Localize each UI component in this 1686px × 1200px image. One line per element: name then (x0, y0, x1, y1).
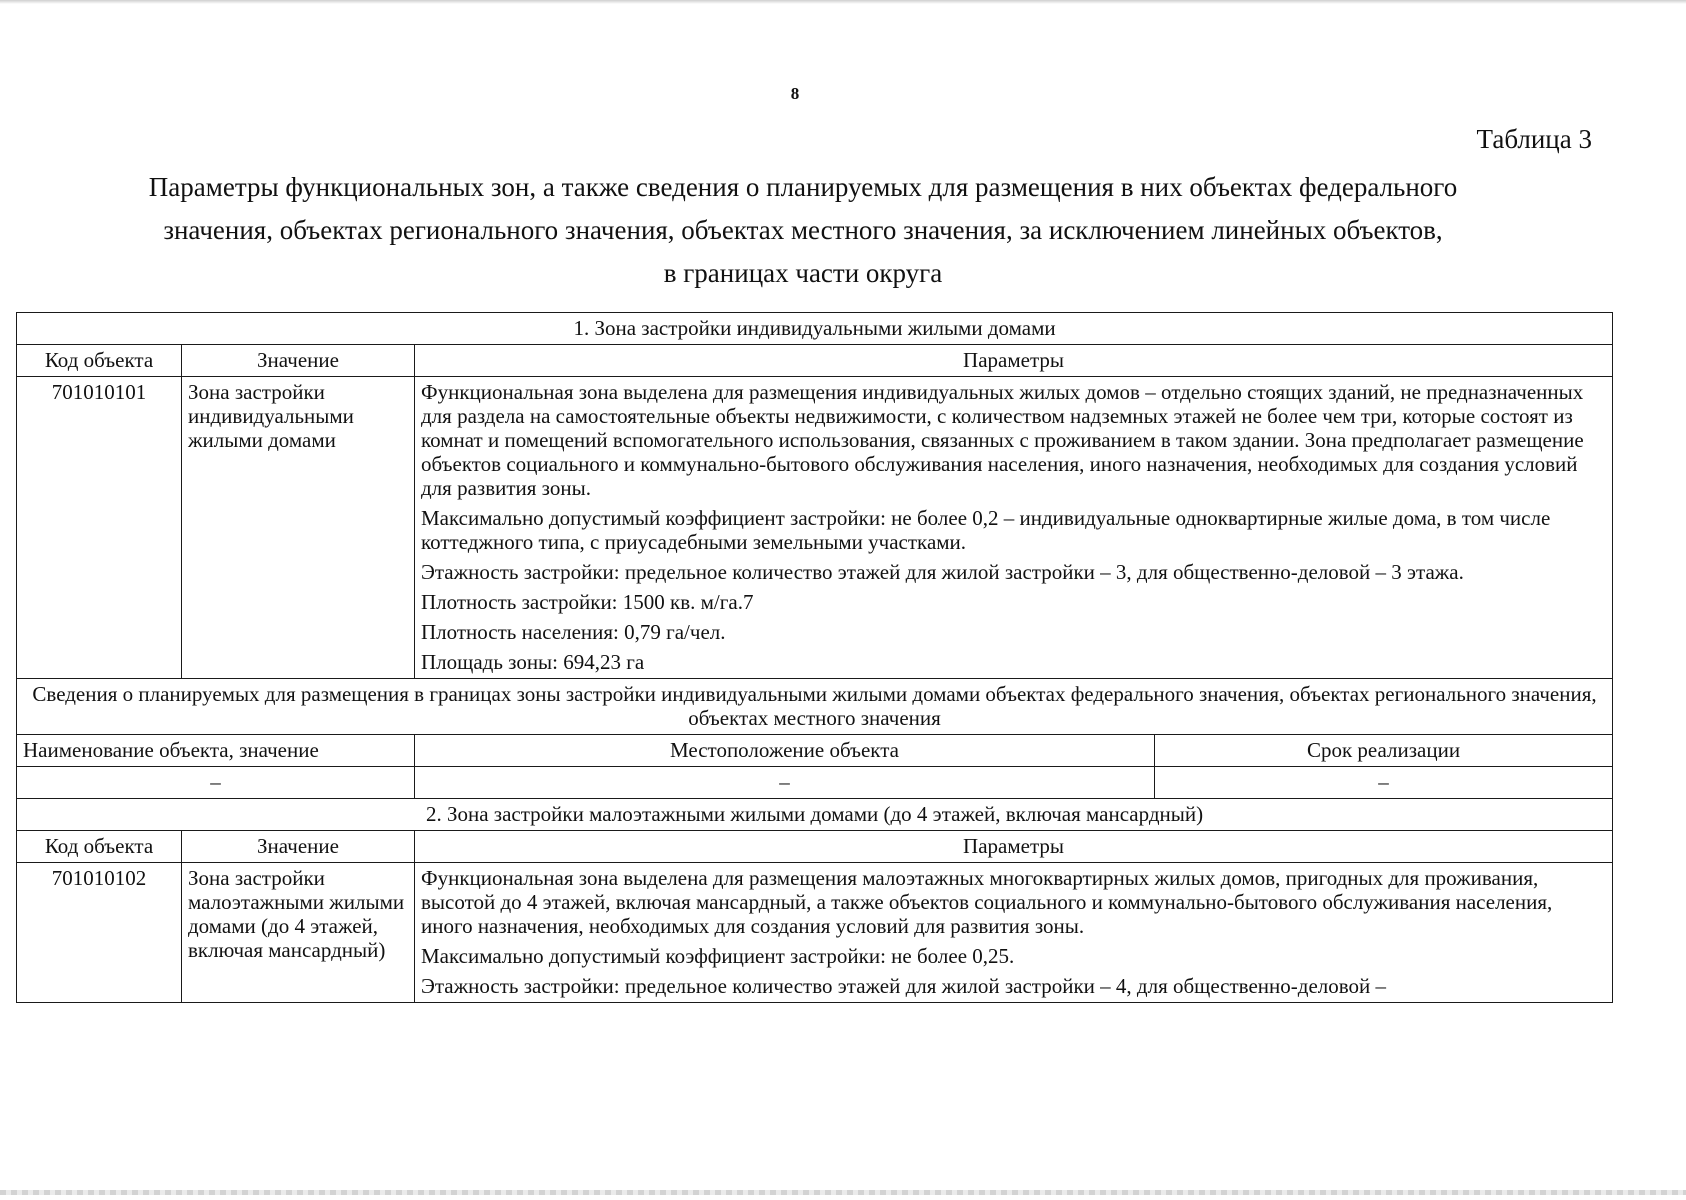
zone1-code: 701010101 (17, 377, 182, 679)
zone2-header-code: Код объекта (17, 831, 182, 863)
zone1-title-row (17, 313, 1613, 345)
page-number: 8 (790, 84, 800, 103)
zone1-planned-term: – (1155, 767, 1613, 799)
zone1-param-density: Плотность застройки: 1500 кв. м/га.7 (421, 590, 754, 614)
zone1-title: 1. Зона застройки индивидуальными жилыми домами (17, 313, 1613, 345)
zone1-data-row (17, 377, 1613, 679)
zone1-planned-header-term: Срок реализации (1155, 735, 1613, 767)
table-label: Таблица 3 (1476, 124, 1592, 154)
zone1-header-params: Параметры (415, 345, 1613, 377)
zone1-header-code: Код объекта (17, 345, 182, 377)
zone2-header-value: Значение (182, 831, 415, 863)
zone2-param-description: Функциональная зона выделена для размещения малоэтажных многоквартирных жилых домов, пригодных для проживания, высотой до 4 этажей, включая мансардный, а также объектов социального и коммунально-бытового обслуживания населения, иного назначения, необходимых для создания условий для развития зоны. (421, 866, 1553, 938)
zone1-planned-header-name: Наименование объекта, значение (17, 735, 415, 767)
zone1-planned-header-location: Местоположение объекта (415, 735, 1155, 767)
zone1-header-row (17, 345, 1613, 377)
title-line-3: в границах части округа (663, 258, 943, 288)
zone1-params (415, 377, 1613, 679)
zone1-planned-header-row (17, 735, 1613, 767)
document-title (28, 166, 1578, 295)
zone1-planned-title-row (17, 679, 1613, 735)
zone1-value: Зона застройки индивидуальными жилыми домами (182, 377, 415, 679)
zone1-planned-location: – (415, 767, 1155, 799)
zone2-params (415, 863, 1613, 1003)
zone1-param-population: Плотность населения: 0,79 га/чел. (421, 620, 726, 644)
zone2-title-row (17, 799, 1613, 831)
scan-edge-top (0, 0, 1686, 4)
zone1-planned-name: – (17, 767, 415, 799)
zone1-planned-data-row (17, 767, 1613, 799)
zone2-data-row (17, 863, 1613, 1003)
zones-table (16, 312, 1613, 1003)
zone1-param-coefficient: Максимально допустимый коэффициент застройки: не более 0,2 – индивидуальные одноквартирные жилые дома, в том числе коттеджного типа, с приусадебными земельными участками. (421, 506, 1551, 554)
zone2-param-floors: Этажность застройки: предельное количество этажей для жилой застройки – 4, для общественно-деловой – (421, 974, 1387, 998)
zone2-header-row (17, 831, 1613, 863)
zone2-header-params: Параметры (415, 831, 1613, 863)
zone2-code: 701010102 (17, 863, 182, 1003)
zone2-value: Зона застройки малоэтажными жилыми домами (до 4 этажей, включая мансардный) (182, 863, 415, 1003)
zone2-param-coefficient: Максимально допустимый коэффициент застройки: не более 0,25. (421, 944, 1015, 968)
zone1-header-value: Значение (182, 345, 415, 377)
scan-edge-bottom (0, 1190, 1686, 1195)
title-line-2: значения, объектах регионального значения, объектах местного значения, за исключением линейных объектов, (163, 215, 1443, 245)
zone1-param-floors: Этажность застройки: предельное количество этажей для жилой застройки – 3, для общественно-деловой – 3 этажа. (421, 560, 1464, 584)
zone1-param-description: Функциональная зона выделена для размещения индивидуальных жилых домов – отдельно стоящих зданий, не предназначенных для раздела на самостоятельные объекты недвижимости, с количеством надземных этажей не более чем три, которые состоят из комнат и помещений вспомогательного использования, связанных с проживанием в таком здании. Зона предполагает размещение объектов социального и коммунально-бытового обслуживания населения, иного назначения, необходимых для создания условий для развития зоны. (421, 380, 1584, 500)
zone2-title: 2. Зона застройки малоэтажными жилыми домами (до 4 этажей, включая мансардный) (17, 799, 1613, 831)
title-line-1: Параметры функциональных зон, а также сведения о планируемых для размещения в них объектах федерального (148, 172, 1458, 202)
zone1-param-area: Площадь зоны: 694,23 га (421, 650, 645, 674)
zone1-planned-title: Сведения о планируемых для размещения в границах зоны застройки индивидуальными жилыми домами объектах федерального значения, объектах регионального значения, объектах местного значения (17, 679, 1613, 735)
